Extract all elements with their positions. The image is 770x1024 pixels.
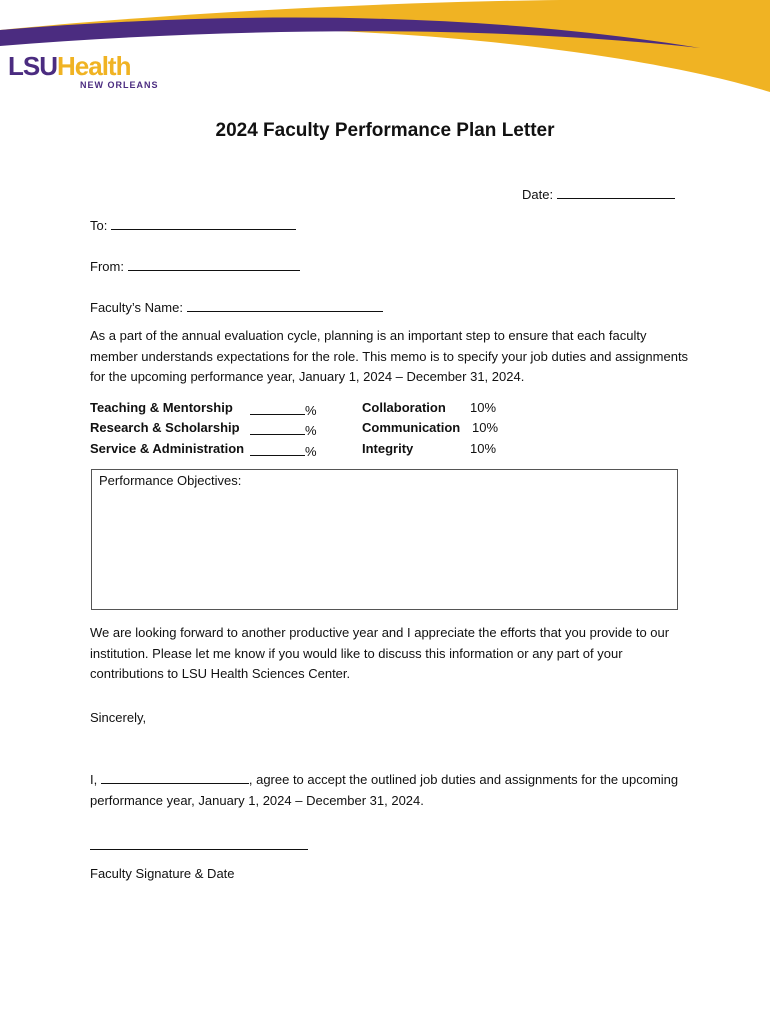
signature-line[interactable] [90,849,308,850]
allocation-service-blank[interactable] [250,441,317,459]
allocation-label: Teaching & Mentorship [90,400,233,415]
to-line [90,215,296,233]
allocation-research [90,420,240,435]
allocation-label: Research & Scholarship [90,420,240,435]
agree-prefix: I, [90,772,98,787]
allocation-research-blank[interactable] [250,420,317,438]
allocation-service [90,441,244,456]
logo-subtitle: NEW ORLEANS [80,80,159,90]
allocation-communication-value: 10% [472,420,499,435]
faculty-name-line [90,297,383,315]
faculty-name-label: Faculty’s Name: [90,300,183,315]
faculty-name-field[interactable] [187,297,383,312]
date-label: Date: [522,187,554,202]
allocation-integrity-value: 10% [470,441,497,456]
performance-objectives-label: Performance Objectives: [99,473,242,488]
from-label: From: [90,259,124,274]
allocation-collaboration-label: Collaboration [362,400,446,415]
page-title: 2024 Faculty Performance Plan Letter [215,120,555,141]
agree-name-field[interactable] [101,769,249,784]
allocation-integrity-label: Integrity [362,441,414,456]
intro-paragraph: As a part of the annual evaluation cycle, planning is an important step to ensure that each faculty member understands expectations for the role. This memo is to specify your job duties and assignments for the upcoming performance year, January 1, 2024 – December 31, 2024. [90,328,689,384]
allocation-collaboration-value: 10% [470,400,497,415]
logo-lsu-text: LSU [8,51,57,81]
allocation-communication-label: Communication [362,420,461,435]
performance-objectives-box[interactable] [91,469,678,610]
sincerely-text: Sincerely, [90,710,147,725]
closing-paragraph: We are looking forward to another productive year and I appreciate the efforts that you provide to our institution. Please let me know if you would like to discuss this information or any part of your contributions to LSU Health Sciences Center. [90,625,670,681]
percent-sign: % [305,444,317,459]
from-line [90,256,300,274]
allocation-teaching [90,400,233,415]
to-label: To: [90,218,108,233]
agree-text: , agree to accept the outlined job duties and assignments for the upcoming performance year, January 1, 2024 – December 31, 2024. [90,772,679,808]
logo-health-text: Health [57,51,131,81]
from-field[interactable] [128,256,300,271]
allocation-label: Service & Administration [90,441,245,456]
date-line [522,184,675,202]
allocation-teaching-blank[interactable] [250,400,317,418]
signature-label: Faculty Signature & Date [90,866,235,881]
to-field[interactable] [111,215,296,230]
date-field[interactable] [557,184,675,199]
percent-sign: % [305,423,317,438]
agreement-paragraph [90,769,690,811]
percent-sign: % [305,403,317,418]
